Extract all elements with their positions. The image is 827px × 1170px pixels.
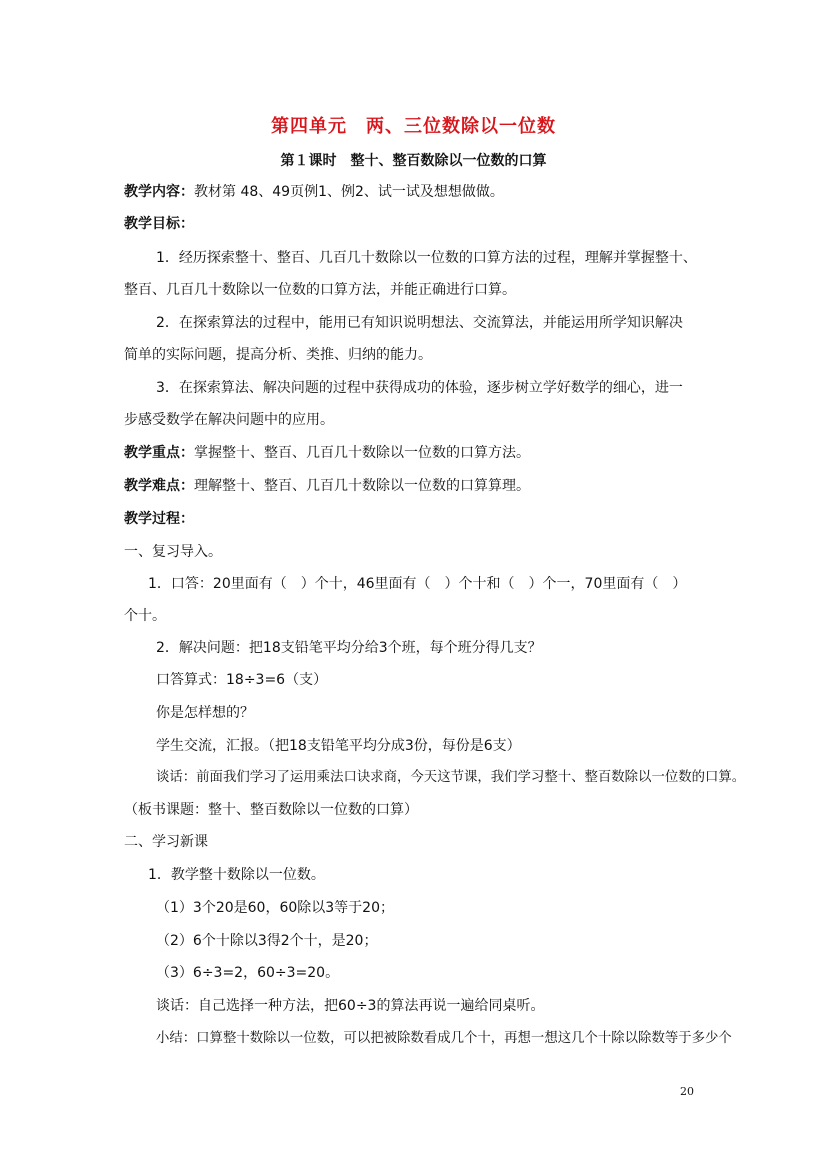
teaching-content (124, 182, 504, 202)
talk-intro: 谈话：前面我们学习了运用乘法口诀求商，今天这节课，我们学习整十、整百数除以一位数的口算。 (156, 770, 746, 785)
section-new-lesson-heading: 二、学习新课 (124, 834, 208, 850)
goal-2-line-1: 2．在探索算法的过程中，能用已有知识说明想法、交流算法，并能运用所学知识解决 (156, 315, 683, 331)
teaching-goals-label: 教学目标： (124, 216, 194, 232)
teaching-process-label: 教学过程： (124, 511, 194, 527)
teaching-content-text: 教材第 48、49页例1、例2、试一试及想想做做。 (194, 184, 504, 200)
difficulty-text: 理解整十、整百、几百几十数除以一位数的口算算理。 (194, 478, 530, 494)
teaching-content-label: 教学内容： (124, 184, 194, 200)
board-title-note: （板书课题：整十、整百数除以一位数的口算） (124, 802, 418, 818)
oral-answer-line-2: 个十。 (124, 608, 166, 624)
goal-3-line-2: 步感受数学在解决问题中的应用。 (124, 412, 334, 428)
talk-choose-method: 谈话：自己选择一种方法，把60÷3的算法再说一遍给同桌听。 (156, 998, 545, 1014)
problem-statement: 2．解决问题：把18支铅笔平均分给3个班，每个班分得几支？ (156, 640, 542, 656)
unit-title: 第四单元 两、三位数除以一位数 (271, 116, 556, 137)
page-number: 20 (680, 1085, 694, 1098)
lesson-subtitle: 第１课时 整十、整百数除以一位数的口算 (280, 153, 547, 169)
method-1: （1）3个20是60，60除以3等于20； (156, 900, 394, 916)
section-review-heading: 一、复习导入。 (124, 544, 222, 560)
goal-2-line-2: 简单的实际问题，提高分析、类推、归纳的能力。 (124, 347, 432, 363)
teach-tens-heading: 1．教学整十数除以一位数。 (148, 867, 325, 883)
difficulty-label: 教学难点： (124, 478, 194, 494)
goal-1-line-2: 整百、几百几十数除以一位数的口算方法，并能正确进行口算。 (124, 282, 516, 298)
student-report: 学生交流，汇报。（把18支铅笔平均分成3份，每份是6支） (156, 738, 521, 754)
goal-3-line-1: 3．在探索算法、解决问题的过程中获得成功的体验，逐步树立学好数学的细心，进一 (156, 380, 683, 396)
summary-line: 小结：口算整十数除以一位数，可以把被除数看成几个十，再想一想这几个十除以除数等于多少个 (156, 1031, 732, 1046)
question-how-think: 你是怎样想的？ (156, 705, 254, 721)
difficulty (124, 476, 530, 496)
key-point-text: 掌握整十、整百、几百几十数除以一位数的口算方法。 (194, 445, 530, 461)
method-3: （3）6÷3=2，60÷3=20。 (156, 965, 340, 981)
oral-answer-line-1: 1．口答：20里面有（ ）个十，46里面有（ ）个十和（ ）个一，70里面有（ ） (148, 576, 687, 592)
method-2: （2）6个十除以3得2个十，是20； (156, 933, 378, 949)
oral-formula: 口答算式：18÷3=6（支） (156, 672, 328, 688)
goal-1-line-1: 1．经历探索整十、整百、几百几十数除以一位数的口算方法的过程，理解并掌握整十、 (156, 250, 697, 266)
key-point-label: 教学重点： (124, 445, 194, 461)
key-point (124, 443, 530, 463)
